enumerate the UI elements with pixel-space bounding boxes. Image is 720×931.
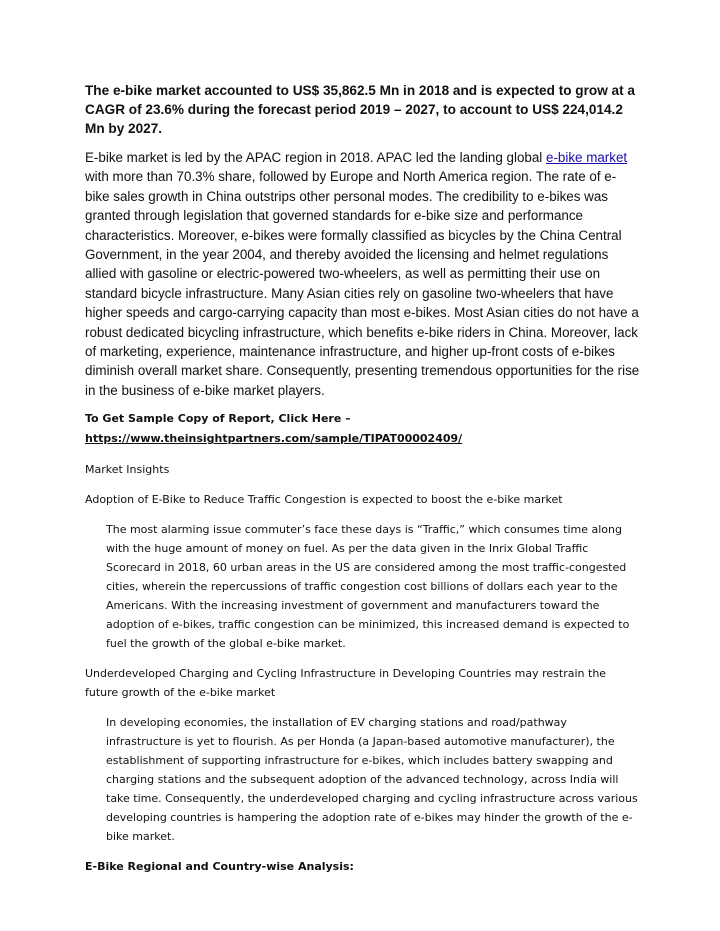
restraint-body: In developing economies, the installation of EV charging stations and road/pathway infrastructure is yet to flourish. As per Honda (a Japan-based automotive manufacturer), the establishment of supporting infrastructure for e-bikes, which includes battery swapping and charging stations and the subsequent adoption of the advanced technology, across India will take time. Consequently, the underdeveloped charging and cycling infrastructure across various developing countries is hampering the adoption rate of e-bikes may hinder the growth of the e-bike market. [106, 716, 638, 844]
driver-body: The most alarming issue commuter’s face these days is “Traffic,” which consumes time along with the huge amount of money on fuel. As per the data given in the Inrix Global Traffic Scorecard in 2018, 60 urban areas in the US are considered among the most traffic-congested cities, wherein the repercussions of traffic congestion cost billions of dollars each year to the Americans. With the increasing investment of government and manufacturers toward the adoption of e-bikes, traffic congestion can be minimized, this increased demand is expected to fuel the growth of the global e-bike market. [106, 523, 630, 651]
driver-heading: Adoption of E-Bike to Reduce Traffic Congestion is expected to boost the e-bike market [85, 493, 563, 507]
lead-paragraph [85, 148, 640, 400]
sample-report-link[interactable]: https://www.theinsightpartners.com/sample/TIPAT00002409/ [85, 432, 463, 446]
e-bike-market-link[interactable]: e-bike market [546, 150, 628, 165]
market-insights-heading: Market Insights [85, 463, 170, 477]
restraint-heading: Underdeveloped Charging and Cycling Infrastructure in Developing Countries may restrain the future growth of the e-bike market [85, 667, 607, 700]
document-page [85, 81, 640, 887]
lead-text-before-link: E-bike market is led by the APAC region in 2018. APAC led the landing global [85, 150, 547, 165]
sample-report-label: To Get Sample Copy of Report, Click Here – [85, 412, 351, 426]
document-headline: The e-bike market accounted to US$ 35,862.5 Mn in 2018 and is expected to grow at a CAGR of 23.6% during the forecast period 2019 – 2027, to account to US$ 224,014.2 Mn by 2027. [85, 83, 635, 136]
sample-report-callout [85, 409, 640, 449]
regional-analysis-heading: E-Bike Regional and Country-wise Analysis: [85, 860, 354, 874]
lead-text-after-link: with more than 70.3% share, followed by Europe and North America region. The rate of e-bike sales growth in China outstrips other personal modes. The credibility to e-bikes was granted through legislation that governed standards for e-bike size and performance characteristics. Moreover, e-bikes were formally classified as bicycles by the China Central Government, in the year 2004, and thereby avoided the licensing and helmet regulations allied with gasoline or electric-powered two-wheelers, as well as permitting their use on standard bicycle infrastructure. Many Asian cities rely on gasoline two-wheelers that have higher speeds and cargo-carrying capacity than most e-bikes. Most Asian cities do not have a robust dedicated bicycling infrastructure, which benefits e-bike riders in China. Moreover, lack of marketing, experience, maintenance infrastructure, and higher up-front costs of e-bikes diminish overall market share. Consequently, presenting tremendous opportunities for the rise in the business of e-bike market players. [85, 169, 640, 398]
